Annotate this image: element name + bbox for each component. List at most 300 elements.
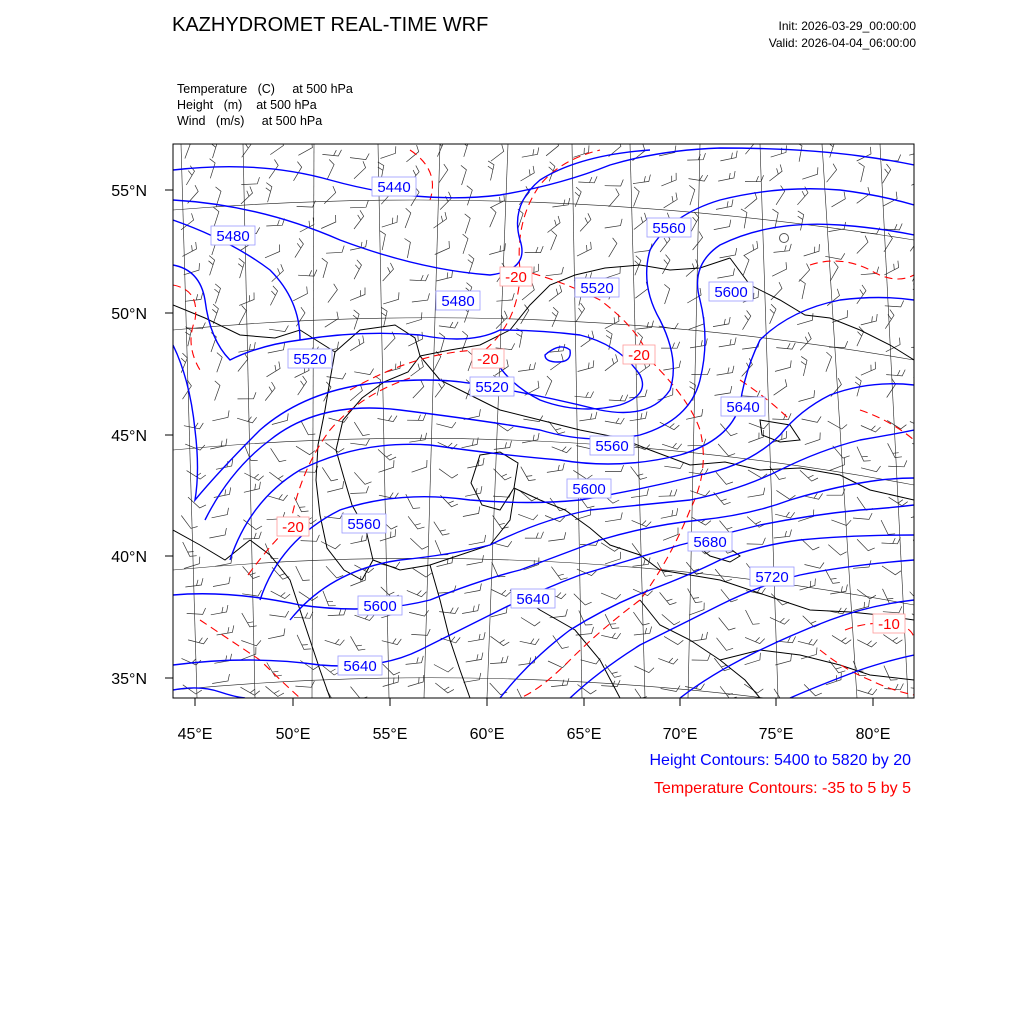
height-label bbox=[511, 589, 555, 608]
wind-barb bbox=[577, 242, 591, 256]
wind-barb bbox=[798, 639, 818, 645]
wind-barb bbox=[888, 460, 907, 466]
wind-barb bbox=[861, 426, 881, 433]
wind-barb bbox=[407, 590, 427, 596]
wind-barb bbox=[716, 472, 733, 484]
wind-barb bbox=[271, 591, 290, 599]
wind-barb bbox=[883, 164, 891, 183]
wind-barb bbox=[242, 613, 257, 627]
wind-barb bbox=[689, 175, 708, 181]
wind-barb bbox=[917, 488, 935, 496]
wind-barb bbox=[775, 512, 795, 518]
height-label bbox=[575, 278, 619, 297]
wind-barb bbox=[521, 467, 536, 481]
wind-barb bbox=[630, 412, 647, 421]
wind-barb bbox=[188, 638, 208, 644]
wind-barb bbox=[718, 171, 735, 181]
wind-barb bbox=[552, 447, 572, 453]
wind-barb bbox=[776, 186, 785, 205]
wind-barb bbox=[717, 366, 734, 375]
wind-barb bbox=[664, 636, 683, 644]
wind-barb bbox=[353, 310, 359, 330]
wind-barb bbox=[188, 497, 206, 508]
wind-barb bbox=[381, 307, 387, 327]
wind-barb bbox=[916, 386, 931, 399]
svg-text:5560: 5560 bbox=[652, 220, 686, 237]
wind-barb bbox=[720, 686, 737, 699]
wind-barb bbox=[408, 516, 424, 529]
svg-text:5560: 5560 bbox=[347, 516, 381, 533]
field-level: at 500 hPa bbox=[256, 98, 317, 112]
height-label bbox=[688, 532, 732, 551]
wind-barb bbox=[521, 618, 540, 626]
wind-barb bbox=[664, 193, 678, 208]
svg-text:5720: 5720 bbox=[755, 569, 789, 586]
wind-barb bbox=[664, 463, 683, 469]
wind-barb bbox=[546, 139, 558, 156]
height-label bbox=[750, 567, 794, 586]
wind-barb bbox=[579, 412, 597, 421]
wind-barb bbox=[518, 514, 538, 520]
wind-barb bbox=[857, 539, 875, 551]
svg-text:5600: 5600 bbox=[363, 598, 397, 615]
svg-text:5520: 5520 bbox=[293, 351, 327, 368]
wind-barb bbox=[802, 416, 822, 422]
height-label bbox=[436, 291, 480, 310]
wind-barb bbox=[829, 138, 835, 158]
wind-barb bbox=[573, 470, 592, 479]
wind-barb bbox=[717, 268, 734, 278]
wind-barb bbox=[632, 520, 652, 526]
wind-barb bbox=[747, 538, 766, 545]
wind-barb bbox=[913, 540, 926, 555]
wind-barb bbox=[664, 284, 669, 304]
wind-barb bbox=[379, 460, 395, 472]
wind-barb bbox=[741, 390, 760, 396]
wind-barb bbox=[270, 286, 277, 306]
wind-barb bbox=[857, 236, 868, 254]
wind-barb bbox=[552, 307, 558, 327]
wind-barb bbox=[688, 439, 706, 446]
wind-barb bbox=[266, 219, 284, 227]
wind-barb bbox=[496, 293, 514, 301]
wind-barb bbox=[832, 635, 851, 644]
wind-barb bbox=[913, 367, 930, 378]
wind-barb bbox=[212, 304, 218, 324]
wind-barb bbox=[237, 417, 257, 423]
wind-barb bbox=[184, 423, 203, 429]
wind-barb bbox=[405, 239, 411, 259]
wind-barb bbox=[212, 410, 229, 420]
svg-text:5520: 5520 bbox=[580, 280, 614, 297]
wind-barb bbox=[832, 192, 846, 207]
map-plot-area bbox=[173, 136, 936, 720]
wind-barb bbox=[212, 508, 229, 518]
wind-barb bbox=[182, 242, 196, 256]
wind-barb bbox=[661, 173, 676, 186]
wind-barb bbox=[407, 414, 426, 421]
wind-barb bbox=[861, 362, 876, 375]
wind-barb bbox=[888, 443, 902, 457]
wind-barb bbox=[520, 639, 540, 645]
wind-barb bbox=[380, 231, 386, 251]
wind-barb bbox=[380, 146, 395, 158]
wind-barb bbox=[187, 608, 206, 614]
wind-barb bbox=[857, 187, 870, 203]
wind-barb bbox=[828, 545, 846, 556]
height-label bbox=[470, 377, 514, 396]
wind-barb bbox=[466, 653, 483, 662]
wind-barb bbox=[609, 395, 628, 401]
wind-barb bbox=[210, 159, 216, 179]
wind-barb bbox=[634, 213, 647, 230]
svg-text:5440: 5440 bbox=[377, 179, 411, 196]
wind-barb bbox=[434, 522, 450, 535]
wind-barb bbox=[268, 628, 285, 638]
wind-barb bbox=[243, 532, 261, 539]
wind-barb bbox=[406, 656, 424, 665]
wind-barb bbox=[491, 636, 510, 645]
wind-barb bbox=[294, 162, 302, 181]
wind-barb bbox=[351, 636, 366, 650]
wind-barb bbox=[323, 591, 336, 606]
wind-barb bbox=[383, 263, 394, 281]
wind-barb bbox=[350, 534, 367, 544]
wind-barb bbox=[825, 253, 845, 259]
wind-barb bbox=[688, 589, 703, 603]
wind-barb bbox=[295, 238, 304, 257]
wind-barb bbox=[326, 566, 343, 578]
temperature-contour-legend: Temperature Contours: -35 to 5 by 5 bbox=[653, 780, 911, 797]
wind-barb bbox=[882, 566, 901, 575]
wind-barb bbox=[525, 532, 544, 539]
wind-barb bbox=[575, 187, 581, 207]
wind-barb bbox=[830, 585, 847, 595]
wind-barb bbox=[605, 465, 624, 472]
wind-barb bbox=[912, 614, 931, 624]
wind-barb bbox=[800, 280, 806, 300]
lon-label: 45°E bbox=[177, 726, 213, 743]
wind-barb bbox=[605, 552, 621, 564]
svg-text:5640: 5640 bbox=[343, 658, 377, 675]
wind-barb bbox=[213, 207, 219, 227]
wind-barb bbox=[468, 632, 485, 642]
height-label bbox=[721, 397, 765, 416]
wind-barb bbox=[912, 262, 919, 282]
wind-barb bbox=[295, 681, 314, 687]
wind-barb bbox=[214, 284, 220, 304]
svg-text:-20: -20 bbox=[282, 519, 304, 536]
wind-barb bbox=[321, 542, 341, 549]
wind-barb bbox=[183, 685, 202, 694]
wind-barb bbox=[266, 183, 272, 203]
wind-barb bbox=[378, 449, 396, 460]
wind-barb bbox=[382, 215, 398, 227]
wind-barb bbox=[857, 497, 873, 510]
wind-barb bbox=[405, 208, 411, 228]
svg-text:-20: -20 bbox=[477, 351, 499, 368]
wind-barb bbox=[467, 458, 484, 468]
wind-barb bbox=[383, 675, 399, 686]
wind-barb bbox=[800, 579, 816, 591]
wind-barb bbox=[461, 165, 467, 185]
wind-barb bbox=[494, 469, 512, 480]
wind-barb bbox=[217, 625, 234, 635]
temperature-label bbox=[472, 349, 504, 368]
wind-barb bbox=[634, 627, 652, 636]
wind-barb bbox=[799, 390, 815, 401]
wind-barb bbox=[886, 370, 905, 376]
wind-barb bbox=[296, 446, 315, 455]
wind-barb bbox=[659, 489, 677, 496]
wind-barb bbox=[827, 164, 837, 183]
wind-barb bbox=[408, 675, 424, 687]
wind-barb bbox=[242, 590, 261, 596]
wind-barb bbox=[714, 658, 731, 671]
wind-barb bbox=[801, 356, 807, 376]
wind-barb bbox=[853, 513, 872, 519]
wind-barb bbox=[383, 292, 399, 304]
wind-barb bbox=[771, 145, 787, 157]
wind-barb bbox=[434, 212, 447, 228]
wind-barb bbox=[327, 160, 334, 180]
wind-barb bbox=[741, 209, 747, 228]
wind-barb bbox=[490, 208, 496, 228]
wind-barb bbox=[659, 146, 676, 156]
wind-barb bbox=[830, 262, 838, 281]
wind-barb bbox=[464, 409, 481, 419]
wind-barb bbox=[298, 376, 307, 395]
wind-barb bbox=[857, 147, 871, 161]
wind-barb bbox=[550, 498, 566, 511]
wind-barb bbox=[436, 422, 456, 428]
wind-barb bbox=[743, 255, 749, 275]
wind-barb bbox=[576, 303, 585, 322]
wind-barb bbox=[465, 214, 471, 234]
wind-barb bbox=[354, 161, 366, 179]
wind-barb bbox=[268, 494, 288, 500]
wind-barb bbox=[462, 604, 479, 614]
wind-barb bbox=[829, 341, 848, 347]
svg-text:5560: 5560 bbox=[595, 438, 629, 455]
wind-barb bbox=[435, 683, 454, 693]
wind-barb bbox=[406, 145, 418, 162]
wind-barb bbox=[910, 592, 927, 604]
wind-barb bbox=[293, 287, 307, 301]
wind-barb bbox=[714, 220, 731, 230]
wind-barb bbox=[662, 255, 670, 274]
wind-barb bbox=[775, 654, 791, 665]
wind-barb bbox=[601, 633, 621, 639]
wind-barb bbox=[354, 472, 371, 484]
wind-barb bbox=[605, 354, 618, 370]
wind-barb bbox=[350, 288, 365, 301]
wind-barb bbox=[745, 136, 755, 155]
wind-barb bbox=[325, 639, 345, 645]
wind-barb bbox=[776, 343, 795, 349]
wind-barb bbox=[859, 163, 865, 183]
lon-label: 55°E bbox=[372, 726, 408, 743]
wind-barb bbox=[296, 566, 310, 580]
wind-barb bbox=[635, 282, 648, 298]
wind-barb bbox=[434, 665, 454, 673]
wind-barb bbox=[328, 284, 338, 303]
wind-barb bbox=[241, 640, 261, 645]
wind-barb bbox=[805, 563, 825, 569]
wind-barb bbox=[185, 444, 205, 450]
wind-barb bbox=[720, 248, 737, 258]
wind-barb bbox=[745, 637, 765, 643]
wind-barb bbox=[770, 304, 776, 324]
wind-barb bbox=[801, 539, 819, 550]
wind-barb bbox=[883, 224, 902, 230]
wind-barb bbox=[518, 362, 535, 371]
svg-text:5640: 5640 bbox=[726, 399, 760, 416]
svg-text:-20: -20 bbox=[505, 269, 527, 286]
wind-barb bbox=[322, 150, 341, 156]
wind-barb bbox=[713, 317, 730, 327]
wind-barb bbox=[435, 540, 448, 555]
latitude-labels bbox=[111, 183, 147, 688]
wind-barb bbox=[241, 187, 253, 205]
wind-barb bbox=[796, 142, 802, 162]
wind-barb bbox=[350, 486, 368, 493]
wind-barb bbox=[243, 566, 260, 578]
wind-barb bbox=[439, 333, 445, 353]
wind-barb bbox=[636, 321, 654, 330]
wind-barb bbox=[468, 254, 474, 274]
wind-barb bbox=[214, 487, 231, 497]
wind-barb bbox=[241, 687, 260, 695]
lat-label: 35°N bbox=[111, 671, 147, 688]
wind-barb bbox=[828, 222, 845, 232]
lon-label: 50°E bbox=[275, 726, 311, 743]
wind-barb bbox=[825, 569, 840, 583]
wind-barb bbox=[463, 234, 468, 254]
wind-barb bbox=[467, 555, 484, 565]
field-name: Wind bbox=[177, 114, 206, 128]
wind-barb bbox=[663, 361, 680, 370]
wind-barb bbox=[209, 528, 226, 538]
wind-barb bbox=[467, 186, 473, 206]
wind-barb bbox=[382, 664, 400, 675]
svg-text:5640: 5640 bbox=[516, 591, 550, 608]
field-level: at 500 hPa bbox=[261, 114, 323, 128]
wind-barb bbox=[826, 352, 832, 372]
wind-barbs bbox=[181, 136, 936, 704]
wind-barb bbox=[744, 684, 763, 693]
wind-barb bbox=[350, 154, 369, 160]
wind-barb bbox=[914, 636, 933, 643]
wind-barb bbox=[689, 603, 704, 616]
field-unit: (m) bbox=[223, 98, 243, 112]
wind-barb bbox=[350, 439, 369, 445]
wind-barb bbox=[413, 568, 432, 577]
wind-barb bbox=[744, 241, 758, 256]
temperature-label bbox=[873, 614, 905, 633]
wind-barb bbox=[745, 653, 761, 665]
wind-barb bbox=[690, 632, 707, 642]
wind-barb bbox=[548, 661, 568, 668]
wind-barb bbox=[915, 570, 931, 583]
wind-barb bbox=[547, 463, 564, 472]
lat-label: 55°N bbox=[111, 183, 147, 200]
wind-barb bbox=[776, 490, 795, 499]
wind-barb bbox=[327, 481, 343, 492]
wind-barb bbox=[378, 416, 398, 422]
wind-barb bbox=[491, 145, 504, 161]
svg-text:-10: -10 bbox=[878, 616, 900, 633]
wind-barb bbox=[548, 532, 566, 541]
wind-barb bbox=[238, 392, 257, 399]
wind-barb bbox=[857, 447, 871, 462]
wind-barb bbox=[464, 584, 481, 594]
wind-barb bbox=[715, 386, 732, 395]
wind-barb bbox=[805, 433, 820, 445]
wind-barb bbox=[270, 139, 283, 155]
wind-barb bbox=[551, 231, 557, 251]
height-label bbox=[709, 282, 753, 301]
wind-barb bbox=[881, 520, 895, 534]
wind-barb bbox=[327, 690, 342, 704]
wind-barb bbox=[269, 611, 288, 617]
wind-barb bbox=[916, 212, 927, 230]
wind-barb bbox=[581, 658, 601, 664]
wind-barb bbox=[772, 262, 786, 276]
height-contours bbox=[173, 148, 914, 698]
field-unit: (m/s) bbox=[215, 114, 245, 128]
lat-label: 45°N bbox=[111, 428, 147, 445]
wind-barb bbox=[271, 448, 287, 461]
wind-barb bbox=[382, 639, 402, 645]
wind-barb bbox=[717, 638, 734, 651]
wind-barb bbox=[489, 243, 505, 254]
wind-barb bbox=[440, 192, 451, 210]
svg-text:-20: -20 bbox=[628, 347, 650, 364]
wind-barb bbox=[660, 592, 677, 604]
wind-barb bbox=[488, 161, 494, 181]
wind-barb bbox=[692, 654, 711, 661]
wind-barb bbox=[436, 270, 452, 281]
wind-barb bbox=[298, 141, 312, 156]
wind-barb bbox=[384, 332, 395, 350]
wind-barb bbox=[265, 245, 280, 258]
wind-barb bbox=[605, 180, 624, 187]
wind-barb bbox=[911, 507, 927, 518]
wind-barb bbox=[887, 379, 896, 398]
wind-barb bbox=[609, 189, 619, 207]
wind-barb bbox=[883, 606, 902, 612]
wind-barb bbox=[575, 392, 594, 398]
wind-barb bbox=[601, 593, 621, 599]
lat-label: 50°N bbox=[111, 306, 147, 323]
wind-barb bbox=[210, 439, 227, 449]
lon-label: 65°E bbox=[566, 726, 602, 743]
wind-barb bbox=[244, 473, 263, 480]
valid-time: Valid: 2026-04-04_06:00:00 bbox=[768, 36, 916, 50]
wind-barb bbox=[354, 260, 361, 279]
wind-barb bbox=[354, 210, 364, 229]
wind-barb bbox=[720, 151, 737, 161]
wind-barb bbox=[464, 673, 481, 682]
wind-barb bbox=[462, 137, 468, 157]
wind-barb bbox=[439, 322, 458, 328]
wind-barb bbox=[552, 198, 569, 207]
wind-barb bbox=[183, 542, 197, 556]
wind-barb bbox=[718, 444, 735, 456]
wind-barb bbox=[774, 379, 787, 395]
temperature-label bbox=[277, 517, 309, 536]
